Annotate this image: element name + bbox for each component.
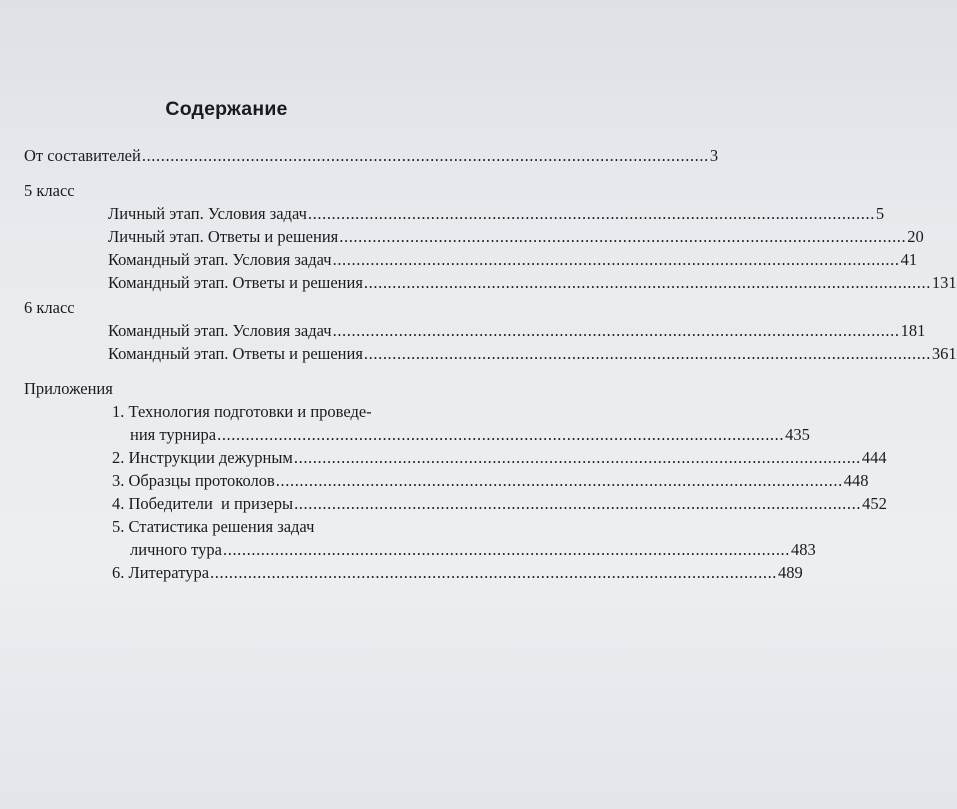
toc-entry-text: От составителей xyxy=(24,146,141,165)
toc-entry-text: Командный этап. Ответы и решения xyxy=(108,273,363,292)
toc-entry-front[interactable] xyxy=(24,146,719,166)
toc-entry[interactable] xyxy=(108,204,885,224)
toc-leader-dots: ........................................................................................................................ xyxy=(210,563,778,582)
toc-leader-dots: ........................................................................................................................ xyxy=(363,344,931,363)
toc-page-number: 20 xyxy=(907,227,924,246)
toc-leader-dots: ........................................................................................................................ xyxy=(363,273,931,292)
toc-leader-dots: ........................................................................................................................ xyxy=(339,227,907,246)
toc-entry-text: Личный этап. Ответы и решения xyxy=(108,227,339,246)
toc-page-number: 489 xyxy=(778,563,803,582)
toc-entry-text: личного тура xyxy=(130,540,222,559)
toc-entry-text: 3. Образцы протоколов xyxy=(112,471,275,490)
toc-entry[interactable] xyxy=(112,448,887,468)
toc-page-number: 3 xyxy=(709,146,719,165)
page-title: Содержание xyxy=(165,98,288,120)
toc-entry[interactable] xyxy=(108,344,957,364)
toc-entry[interactable] xyxy=(130,425,810,445)
toc-entry[interactable] xyxy=(130,540,816,560)
bleed-through-text xyxy=(60,60,63,72)
toc-entry[interactable] xyxy=(112,563,803,583)
toc-leader-dots: ........................................................................................................................ xyxy=(217,425,785,444)
toc-page-number: 448 xyxy=(843,471,869,490)
toc-leader-dots: ........................................................................................................................ xyxy=(307,204,875,223)
toc-leader-dots: ........................................................................................................................ xyxy=(141,146,709,165)
toc-entry-text: Личный этап. Условия задач xyxy=(108,204,307,223)
toc-entry[interactable] xyxy=(108,321,926,341)
toc-page-number: 361 xyxy=(931,344,957,363)
toc-page-number: 444 xyxy=(861,448,887,467)
toc-page-number: 181 xyxy=(900,321,926,340)
toc-page-number: 5 xyxy=(875,204,885,223)
toc-page-number: 452 xyxy=(862,494,887,513)
toc-leader-dots: ........................................................................................................................ xyxy=(294,494,862,513)
toc-entry-text: ния турнира xyxy=(130,425,217,444)
toc-entry[interactable] xyxy=(108,227,924,247)
toc-entry-text: 2. Инструкции дежурным xyxy=(112,448,293,467)
toc-entry[interactable] xyxy=(112,494,887,514)
toc-page-number: 41 xyxy=(900,250,918,269)
toc-leader-dots: ........................................................................................................................ xyxy=(293,448,861,467)
toc-leader-dots: ........................................................................................................................ xyxy=(275,471,843,490)
toc-page-number: 483 xyxy=(791,540,816,559)
toc-entry-text: 4. Победители и призеры xyxy=(112,494,294,513)
toc-leader-dots: ........................................................................................................................ xyxy=(223,540,790,559)
toc-entry-text: Командный этап. Условия задач xyxy=(108,321,332,340)
toc-entry[interactable] xyxy=(108,273,957,293)
toc-entry-line1[interactable]: 1. Технология подготовки и проведе- xyxy=(112,402,372,421)
toc-entry-text: 6. Литература xyxy=(112,563,210,582)
toc-page-number: 131 xyxy=(931,273,957,292)
toc-entry-text: Командный этап. Условия задач xyxy=(108,250,332,269)
toc-leader-dots: ........................................................................................................................ xyxy=(332,321,900,340)
toc-entry-line1[interactable]: 5. Статистика решения задач xyxy=(112,517,315,536)
toc-entry[interactable] xyxy=(108,250,918,270)
toc-entry[interactable] xyxy=(112,471,869,491)
toc-entry-text: Командный этап. Ответы и решения xyxy=(108,344,363,363)
section-heading-grade6: 6 класс xyxy=(24,298,75,317)
section-heading-grade5: 5 класс xyxy=(24,181,75,200)
section-heading-appendix: Приложения xyxy=(24,379,113,398)
toc-page-number: 435 xyxy=(785,425,810,444)
toc-leader-dots: ........................................................................................................................ xyxy=(332,250,900,269)
